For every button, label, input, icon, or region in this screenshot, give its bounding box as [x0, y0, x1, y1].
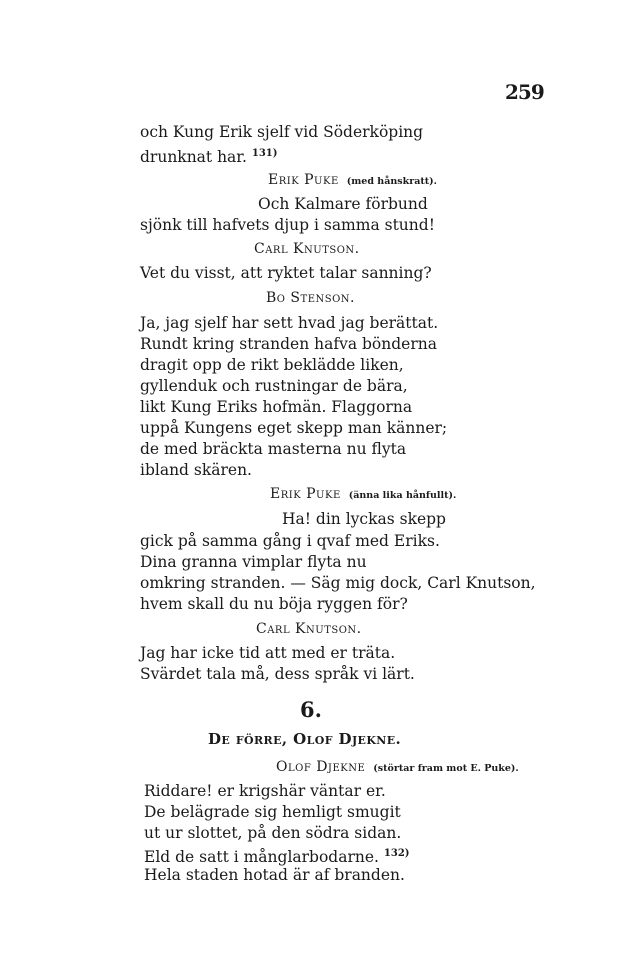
- stage-direction: (änna lika hånfullt).: [348, 490, 457, 501]
- verse-line: gyllenduk och rustningar de bära,: [140, 377, 408, 395]
- verse-line: Och Kalmare förbund: [258, 195, 428, 213]
- verse-line: omkring stranden. — Säg mig dock, Carl Knutson,: [140, 574, 536, 592]
- verse-line: Svärdet tala må, dess språk vi lärt.: [140, 665, 415, 683]
- verse-line: ut ur slottet, på den södra sidan.: [144, 824, 402, 842]
- verse-line: dragit opp de rikt beklädde liken,: [140, 356, 404, 374]
- footnote-ref: 132): [383, 848, 410, 859]
- verse-line: Ha! din lyckas skepp: [282, 510, 446, 528]
- stage-direction: (med hånskratt).: [346, 176, 437, 187]
- speaker-name: Erik Puke: [268, 172, 339, 188]
- verse-line: hvem skall du nu böja ryggen för?: [140, 595, 408, 613]
- scene-number: 6.: [300, 697, 322, 722]
- verse-line: Dina granna vimplar flyta nu: [140, 553, 367, 571]
- verse-line: ibland skären.: [140, 461, 252, 479]
- speaker-name: Erik Puke: [270, 486, 341, 502]
- verse-line: gick på samma gång i qvaf med Eriks.: [140, 532, 440, 550]
- verse-line: likt Kung Eriks hofmän. Flaggorna: [140, 398, 413, 416]
- speaker-erik-puke: [268, 170, 437, 192]
- verse-text: drunknat har.: [140, 148, 247, 167]
- verse-line: sjönk till hafvets djup i samma stund!: [140, 216, 435, 234]
- footnote-ref: 131): [251, 148, 278, 159]
- verse-line: och Kung Erik sjelf vid Söderköping: [140, 123, 424, 141]
- verse-line: De belägrade sig hemligt smugit: [144, 803, 401, 821]
- verse-line: [144, 844, 410, 867]
- scene-title: De förre, Olof Djekne.: [208, 730, 402, 748]
- verse-line: Riddare! er krigshär väntar er.: [144, 782, 386, 800]
- verse-line: Hela staden hotad är af branden.: [144, 866, 405, 884]
- verse-line: Vet du visst, att ryktet talar sanning?: [140, 264, 432, 282]
- stage-direction: (störtar fram mot E. Puke).: [373, 763, 519, 774]
- verse-line: uppå Kungens eget skepp man känner;: [140, 419, 448, 437]
- speaker-bo-stenson: Bo Stenson.: [266, 290, 355, 306]
- verse-line: Jag har icke tid att med er träta.: [140, 644, 396, 662]
- verse-line: Rundt kring stranden hafva bönderna: [140, 335, 437, 353]
- speaker-erik-puke: [270, 484, 456, 506]
- verse-line: de med bräckta masterna nu flyta: [140, 440, 407, 458]
- verse-line: [140, 144, 277, 167]
- speaker-carl-knutson: Carl Knutson.: [254, 241, 360, 257]
- verse-line: Ja, jag sjelf har sett hvad jag berättat.: [140, 314, 439, 332]
- verse-text: Eld de satt i månglarbodarne.: [144, 848, 379, 867]
- page-number: 259: [505, 80, 544, 104]
- speaker-olof-djekne: [276, 757, 519, 779]
- speaker-name: Olof Djekne: [276, 759, 366, 775]
- speaker-carl-knutson: Carl Knutson.: [256, 621, 362, 637]
